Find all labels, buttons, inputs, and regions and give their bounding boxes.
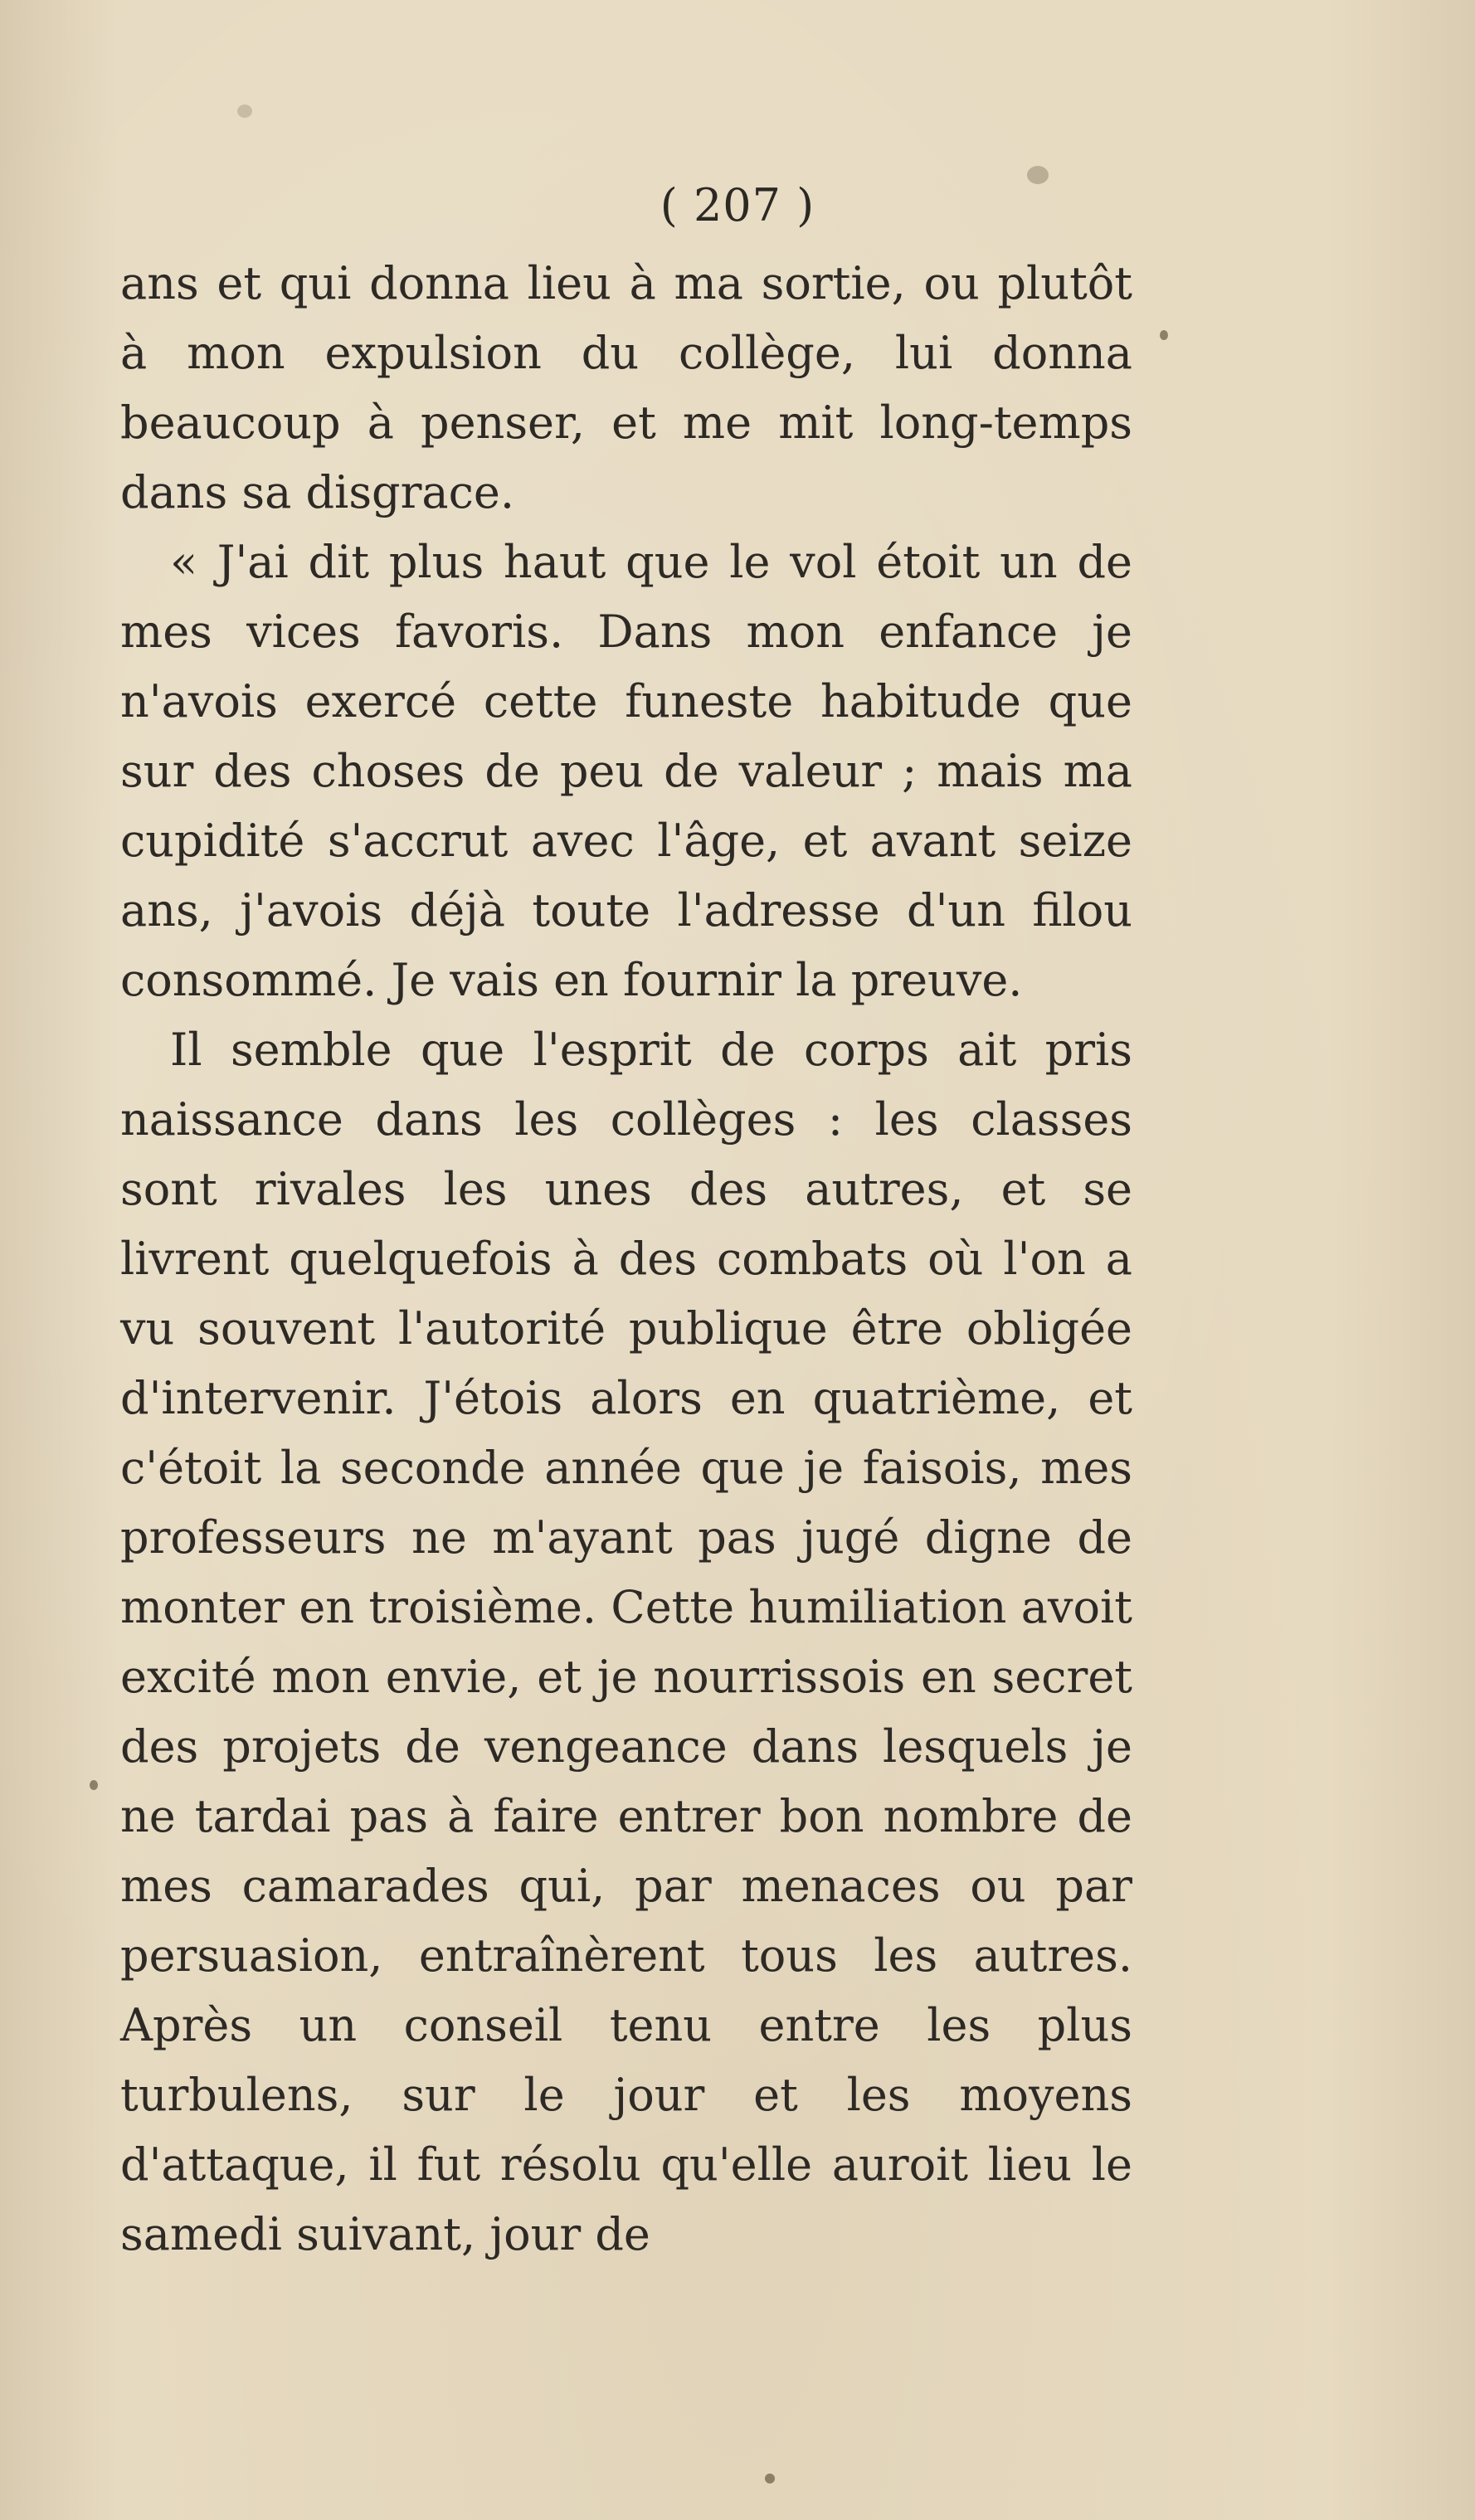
- foxing-spot: [90, 1780, 98, 1790]
- paragraph-college-rivalry: Il semble que l'esprit de corps ait pris naissance dans les collèges : les classes sont rivales les unes des autres, et se livrent quelquefois à des combats où l'on a vu souvent l'autorité publique être obligée d'intervenir. J'étois alors en quatrième, et c'étoit la seconde année que je faisois, mes professeurs ne m'ayant pas jugé digne de monter en troisième. Cette humiliation avoit excité mon envie, et je nourrissois en secret des projets de vengeance dans lesquels je ne tardai pas à faire entrer bon nombre de mes camarades qui, par menaces ou par persuasion, entraînèrent tous les autres. Après un conseil tenu entre les plus turbulens, sur le jour et les moyens d'attaque, il fut résolu qu'elle auroit lieu le samedi suivant, jour de: [120, 1024, 1132, 2260]
- paragraph-continuation: ans et qui donna lieu à ma sortie, ou plutôt à mon expulsion du collège, lui donna beaucoup à penser, et me mit long-temps dans sa disgrace.: [120, 257, 1132, 518]
- foxing-spot: [237, 105, 252, 118]
- body-text: [120, 249, 1132, 2269]
- foxing-spot: [1027, 166, 1049, 184]
- foxing-spot: [765, 2474, 775, 2484]
- foxing-spot: [1160, 330, 1168, 340]
- page-number: ( 207 ): [660, 179, 815, 231]
- paragraph-theft: « J'ai dit plus haut que le vol étoit un de mes vices favoris. Dans mon enfance je n'avois exercé cette funeste habitude que sur des choses de peu de valeur ; mais ma cupidité s'accrut avec l'âge, et avant seize ans, j'avois déjà toute l'adresse d'un filou consommé. Je vais en fournir la preuve.: [120, 536, 1132, 1006]
